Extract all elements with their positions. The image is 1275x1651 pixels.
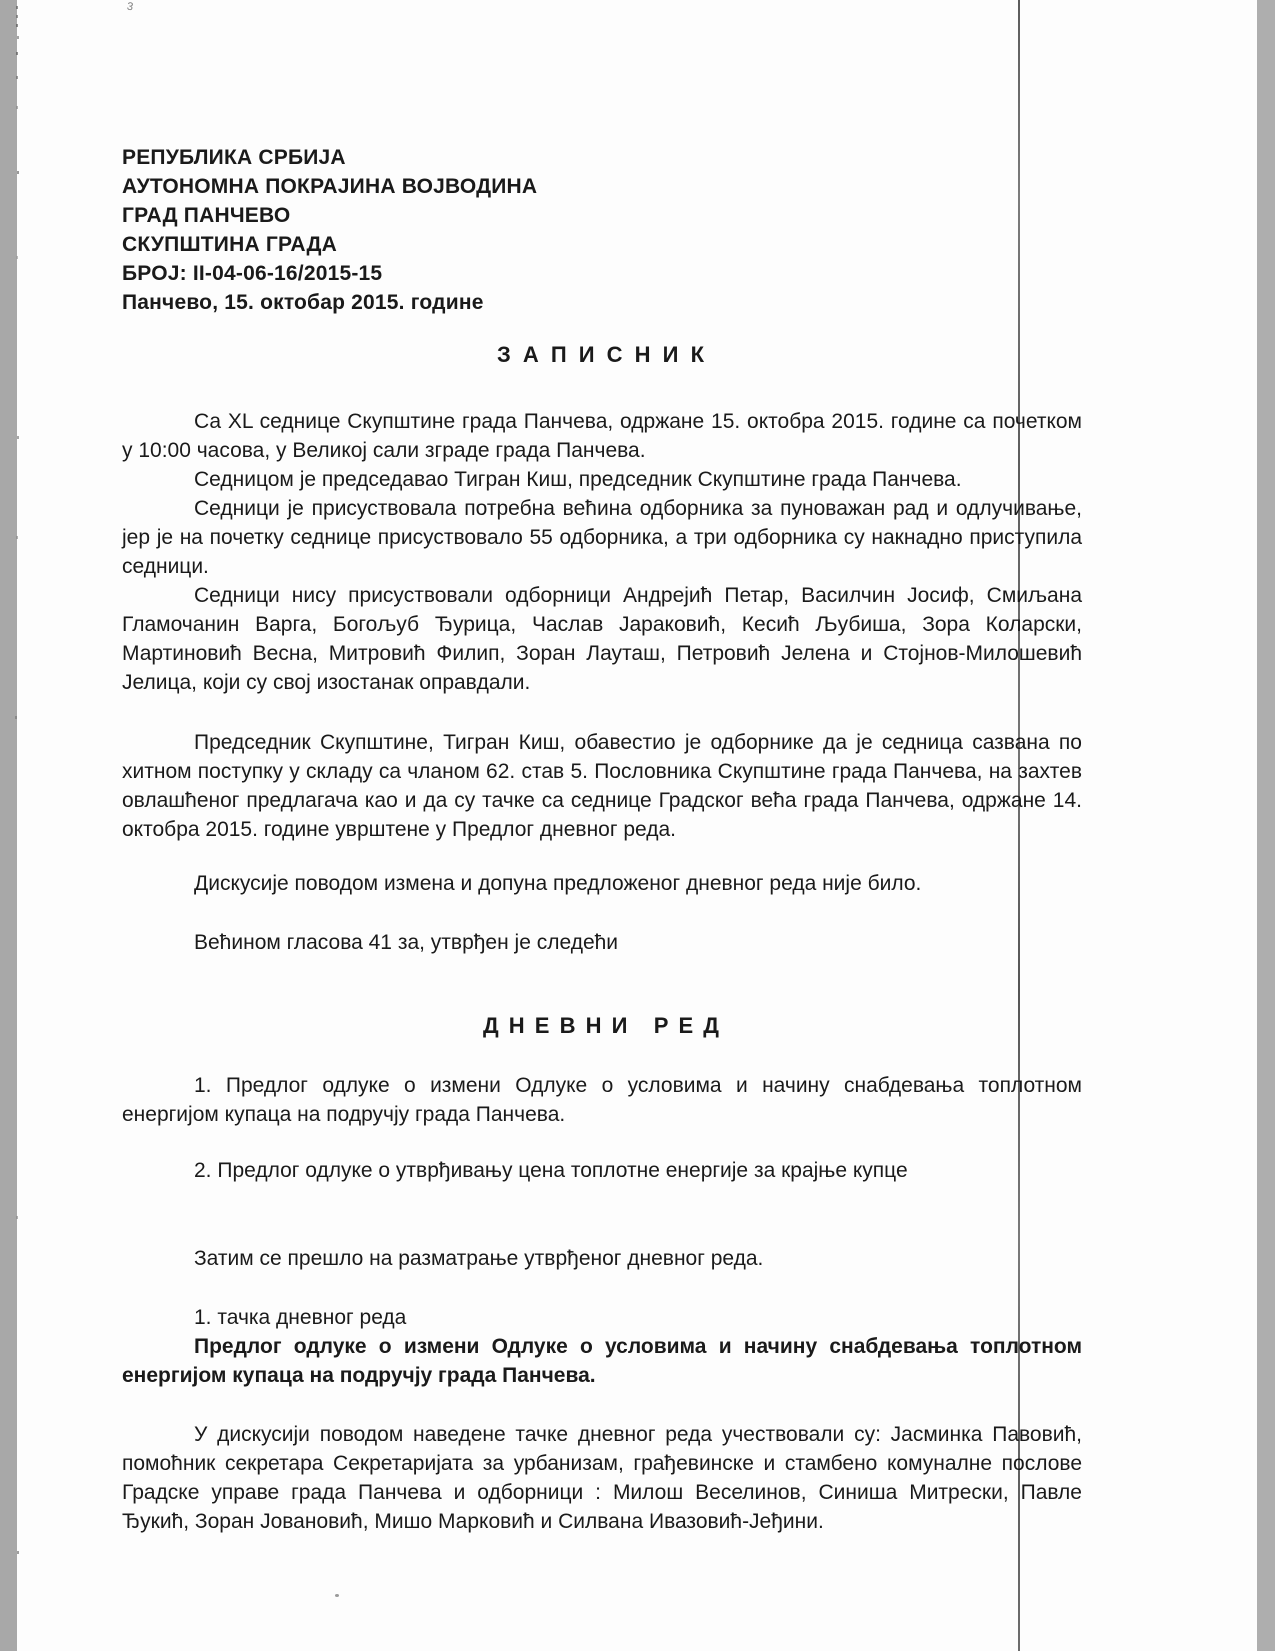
para-vote-result: Већином гласова 41 за, утврђен је следећи [194, 931, 619, 954]
document-content [122, 143, 1082, 1536]
document-body [122, 407, 1082, 1536]
scan-artifact-mark: 3 [126, 0, 135, 14]
scan-noise-specks [16, 6, 18, 9]
para-proceed-to-agenda: Затим се прешло на разматрање утврђеног дневног реда. [194, 1247, 764, 1270]
scan-edge-left [0, 0, 17, 1651]
document-title: З А П И С Н И К [496, 342, 708, 367]
header-line: РЕПУБЛИКА СРБИЈА [122, 146, 346, 169]
para-chairman: Седницом је председавао Тигран Киш, председник Скупштине града Панчева. [194, 468, 962, 491]
scan-speck [335, 1594, 339, 1597]
header-line: СКУПШТИНА ГРАДА [122, 233, 337, 256]
para-no-discussion: Дискусије поводом измена и допуна предложеног дневног реда није било. [194, 872, 922, 895]
agenda-item-1: 1. Предлог одлуке о измени Одлуке о условима и начину снабдевања топлотном енергијом купаца на подручју града Панчева. [122, 1074, 1082, 1126]
agenda-item-2: 2. Предлог одлуке о утврђивању цена топлотне енергије за крајње купце [194, 1159, 908, 1182]
para-agenda-point-1-label: 1. тачка дневног реда [194, 1306, 407, 1329]
agenda-heading: Д Н Е В Н И Р Е Д [483, 1013, 721, 1038]
header-line: АУТОНОМНА ПОКРАЈИНА ВОЈВОДИНА [122, 175, 538, 198]
para-agenda-point-1-title: Предлог одлуке о измени Одлуке о условима и начину снабдевања топлотном енергијом купаца на подручју града Панчева. [122, 1335, 1082, 1387]
header-line: БРОЈ: II-04-06-16/2015-15 [122, 262, 383, 285]
para-session-opening: Са XL седнице Скупштине града Панчева, одржане 15. октобра 2015. године са почетком у 10:00 часова, у Великој сали зграде града Панчева. [122, 410, 1082, 462]
para-quorum: Седници је присуствовала потребна већина одборника за пуноважан рад и одлучивање, јер је на почетку седнице присуствовало 55 одборника, а три одборника су накнадно приступила седници. [122, 497, 1082, 578]
document-header [122, 143, 1082, 317]
para-discussion-participants: У дискусији поводом наведене тачке дневног реда учествовали су: Јасминка Павовић, помоћник секретара Секретаријата за урбанизам, грађевинске и стамбено комуналне послове Градске управе града Панчева и одборници : Милош Веселинов, Синиша Митрески, Павле Ђукић, Зоран Јовановић, Мишо Марковић и Силвана Ивазовић-Јеђини. [122, 1423, 1082, 1533]
para-absent-councilors: Седници нису присуствовали одборници Андрејић Петар, Василчин Јосиф, Смиљана Гламочанин Варга, Богољуб Ђурица, Часлав Јараковић, Кесић Љубиша, Зора Коларски, Мартиновић Весна, Митровић Филип, Зоран Лауташ, Петровић Јелена и Стојнов-Милошевић Јелица, који су свој изостанак оправдали. [122, 584, 1082, 694]
scan-edge-right [1257, 0, 1275, 1651]
para-urgent-procedure: Председник Скупштине, Тигран Киш, обавестио је одборнике да је седница сазвана по хитном поступку у складу са чланом 62. став 5. Пословника Скупштине града Панчева, на захтев овлашћеног предлагача као и да су тачке са седнице Градског већа града Панчева, одржане 14. октобра 2015. године уврштене у Предлог дневног реда. [122, 731, 1082, 841]
header-line: Панчево, 15. октобар 2015. године [122, 291, 484, 314]
header-line: ГРАД ПАНЧЕВО [122, 204, 291, 227]
